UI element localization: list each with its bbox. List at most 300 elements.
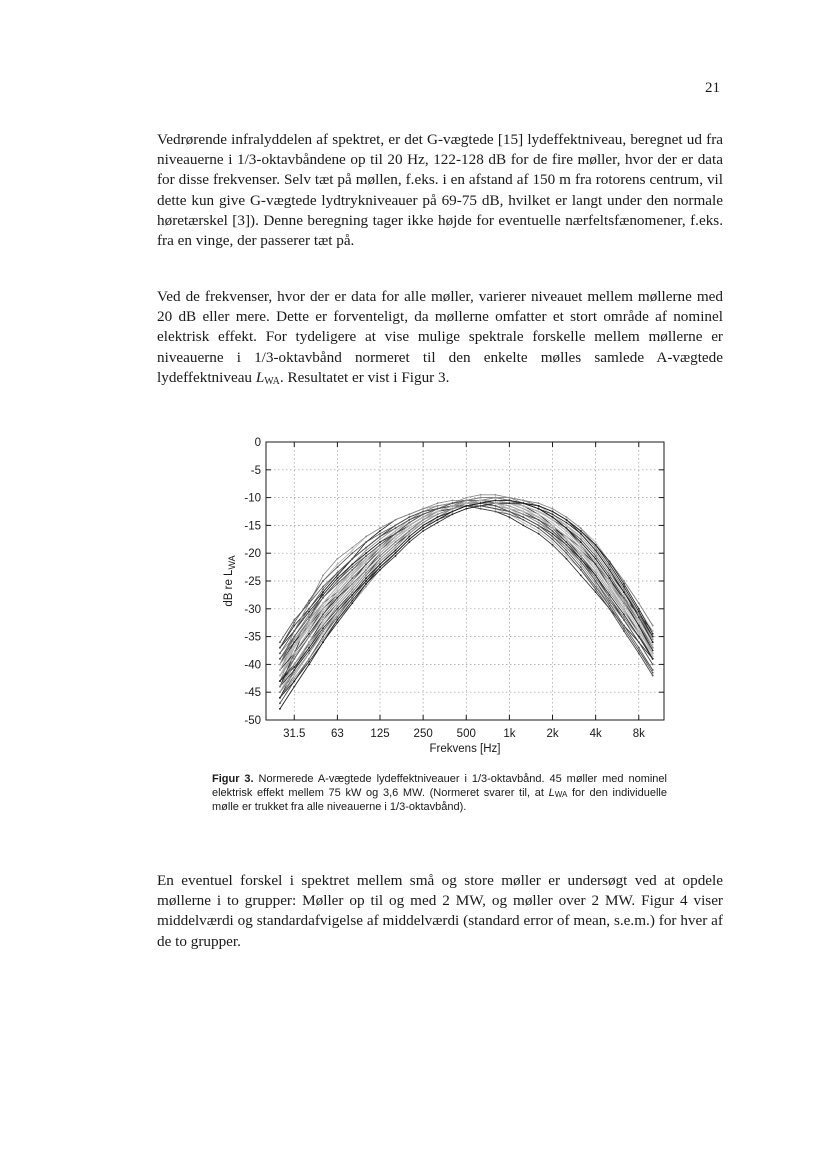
data-point xyxy=(623,588,625,590)
data-point xyxy=(279,686,281,688)
data-point xyxy=(480,500,482,502)
paragraph-text: . Resultatet er vist i Figur 3. xyxy=(279,368,450,386)
data-point xyxy=(308,619,310,621)
data-point xyxy=(337,616,339,618)
data-point xyxy=(322,625,324,627)
data-point xyxy=(308,658,310,660)
data-point xyxy=(351,586,353,588)
data-point xyxy=(293,619,295,621)
series-line xyxy=(280,503,653,675)
data-point xyxy=(552,530,554,532)
data-point xyxy=(293,639,295,641)
data-point xyxy=(623,586,625,588)
data-point xyxy=(638,652,640,654)
data-point xyxy=(580,566,582,568)
data-point xyxy=(293,672,295,674)
data-point xyxy=(395,552,397,554)
data-point xyxy=(308,644,310,646)
data-point xyxy=(609,602,611,604)
data-point xyxy=(422,522,424,524)
data-point xyxy=(652,633,654,635)
data-point xyxy=(595,575,597,577)
data-point xyxy=(595,541,597,543)
data-point xyxy=(293,675,295,677)
data-point xyxy=(293,680,295,682)
data-point xyxy=(580,575,582,577)
data-point xyxy=(422,516,424,518)
data-point xyxy=(293,647,295,649)
data-point xyxy=(322,636,324,638)
data-point xyxy=(522,511,524,513)
data-point xyxy=(522,502,524,504)
y-tick-label: -10 xyxy=(244,492,261,505)
data-point xyxy=(595,550,597,552)
data-point xyxy=(480,494,482,496)
data-point xyxy=(351,588,353,590)
data-point xyxy=(351,547,353,549)
data-point xyxy=(322,597,324,599)
data-point xyxy=(337,566,339,568)
data-point xyxy=(652,675,654,677)
data-point xyxy=(638,636,640,638)
data-point xyxy=(638,614,640,616)
data-point xyxy=(379,530,381,532)
y-tick-label: -5 xyxy=(250,464,261,477)
x-tick-label: 2k xyxy=(546,728,559,740)
data-point xyxy=(322,633,324,635)
data-point xyxy=(552,508,554,510)
data-point xyxy=(638,608,640,610)
data-point xyxy=(538,502,540,504)
data-point xyxy=(279,652,281,654)
data-point xyxy=(308,661,310,663)
data-point xyxy=(495,508,497,510)
data-point xyxy=(308,600,310,602)
data-point xyxy=(308,608,310,610)
data-point xyxy=(552,525,554,527)
data-point xyxy=(337,622,339,624)
data-point xyxy=(322,619,324,621)
data-point xyxy=(495,511,497,513)
data-point xyxy=(522,516,524,518)
data-point xyxy=(552,516,554,518)
data-point xyxy=(609,566,611,568)
caption-label: Figur 3. xyxy=(212,773,254,785)
data-point xyxy=(322,591,324,593)
data-point xyxy=(379,533,381,535)
data-point xyxy=(552,541,554,543)
data-point xyxy=(609,569,611,571)
paragraph-groups: En eventuel forskel i spektret mellem små og store møller er undersøgt ved at opdele møllerne i to grupper: Møller op til og med 2 MW, og møller over 2 MW. Figur 4 viser middelværdi og standardafvigelse af middelværdi (standard error of mean, s.e.m.) for hver af de to grupper. xyxy=(157,872,723,950)
data-point xyxy=(408,541,410,543)
data-point xyxy=(365,569,367,571)
data-point xyxy=(308,630,310,632)
grid-layer xyxy=(266,442,664,720)
data-point xyxy=(595,547,597,549)
data-point xyxy=(337,594,339,596)
data-point xyxy=(293,677,295,679)
data-point xyxy=(351,580,353,582)
data-point xyxy=(351,591,353,593)
data-point xyxy=(580,527,582,529)
caption-lwa-symbol: L xyxy=(548,786,555,799)
data-point xyxy=(595,561,597,563)
data-point xyxy=(538,525,540,527)
data-point xyxy=(595,563,597,565)
data-point xyxy=(552,513,554,515)
data-point xyxy=(379,541,381,543)
data-point xyxy=(509,505,511,507)
data-point xyxy=(623,605,625,607)
data-point xyxy=(408,527,410,529)
data-point xyxy=(552,527,554,529)
data-point xyxy=(379,566,381,568)
data-point xyxy=(322,580,324,582)
data-point xyxy=(623,627,625,629)
data-point xyxy=(609,563,611,565)
data-point xyxy=(437,513,439,515)
data-point xyxy=(365,563,367,565)
data-point xyxy=(408,533,410,535)
data-point xyxy=(638,630,640,632)
data-point xyxy=(293,622,295,624)
data-point xyxy=(308,650,310,652)
data-point xyxy=(293,664,295,666)
data-point xyxy=(337,572,339,574)
data-point xyxy=(623,608,625,610)
data-point xyxy=(293,652,295,654)
x-tick-label: 31.5 xyxy=(283,728,306,740)
y-tick-label: -45 xyxy=(244,687,261,700)
data-point xyxy=(322,641,324,643)
data-point xyxy=(351,597,353,599)
data-point xyxy=(580,533,582,535)
data-point xyxy=(566,530,568,532)
data-point xyxy=(395,527,397,529)
data-point xyxy=(308,611,310,613)
data-point xyxy=(509,502,511,504)
data-point xyxy=(437,522,439,524)
y-axis-label: dB re $L_{WA}$ xyxy=(223,555,237,607)
data-point xyxy=(365,536,367,538)
paragraph-infrasound: Vedrørende infralyddelen af spektret, er det G-vægtede [15] lydeffektniveau, beregnet ud fra niveauerne i 1/3-oktavbåndene op til 20 Hz, 122-128 dB for de fire møller, hvor der er data for disse frekvenser. Selv tæt på møllen, f.eks. i en afstand af 150 m fra rotorens centrum, vil dette kun give G-vægtede lydtrykniveauer på 69-75 dB, hvilket er langt under den normale høretærskel [3]). Denne beregning tager ikke højde for eventuelle nærfeltsfænomener, f.eks. fra en vinge, der passerer tæt på. xyxy=(157,131,723,250)
data-point xyxy=(422,513,424,515)
data-point xyxy=(337,591,339,593)
data-point xyxy=(495,497,497,499)
data-point xyxy=(293,644,295,646)
y-tick-label: -25 xyxy=(244,576,261,588)
data-point xyxy=(522,513,524,515)
data-point xyxy=(365,575,367,577)
data-point xyxy=(623,619,625,621)
data-point xyxy=(522,525,524,527)
data-point xyxy=(652,650,654,652)
data-point xyxy=(351,583,353,585)
data-point xyxy=(351,569,353,571)
data-point xyxy=(638,611,640,613)
data-point xyxy=(623,630,625,632)
data-point xyxy=(351,558,353,560)
data-point xyxy=(580,552,582,554)
data-point xyxy=(609,580,611,582)
data-point xyxy=(422,508,424,510)
data-point xyxy=(652,636,654,638)
data-point xyxy=(379,538,381,540)
data-point xyxy=(595,544,597,546)
data-point xyxy=(365,550,367,552)
data-point xyxy=(351,552,353,554)
data-point xyxy=(351,575,353,577)
data-point xyxy=(652,664,654,666)
x-tick-label: 1k xyxy=(503,728,516,740)
data-point xyxy=(452,511,454,513)
data-point xyxy=(437,519,439,521)
data-point xyxy=(395,544,397,546)
data-point xyxy=(595,566,597,568)
x-tick-label: 4k xyxy=(589,728,602,740)
data-point xyxy=(379,558,381,560)
page-number: 21 xyxy=(705,80,720,96)
data-point xyxy=(293,655,295,657)
data-point xyxy=(308,627,310,629)
data-point xyxy=(595,588,597,590)
data-point xyxy=(566,538,568,540)
data-point xyxy=(422,525,424,527)
data-point xyxy=(552,538,554,540)
data-point xyxy=(623,600,625,602)
y-tick-label: -30 xyxy=(244,603,261,616)
data-point xyxy=(351,594,353,596)
data-point xyxy=(609,600,611,602)
data-point xyxy=(566,536,568,538)
data-point xyxy=(595,580,597,582)
data-point xyxy=(652,625,654,627)
data-point xyxy=(395,547,397,549)
data-point xyxy=(337,577,339,579)
data-point xyxy=(308,622,310,624)
data-point xyxy=(351,550,353,552)
data-point xyxy=(422,519,424,521)
data-point xyxy=(638,625,640,627)
data-point xyxy=(379,563,381,565)
data-point xyxy=(422,511,424,513)
data-point xyxy=(522,500,524,502)
data-point xyxy=(322,639,324,641)
data-point xyxy=(337,580,339,582)
data-point xyxy=(566,527,568,529)
data-point xyxy=(337,605,339,607)
data-point xyxy=(395,525,397,527)
data-point xyxy=(638,602,640,604)
data-point xyxy=(293,636,295,638)
data-point xyxy=(652,641,654,643)
data-point xyxy=(609,608,611,610)
data-point xyxy=(538,519,540,521)
data-point xyxy=(652,644,654,646)
data-point xyxy=(308,641,310,643)
data-point xyxy=(638,627,640,629)
data-point xyxy=(395,541,397,543)
data-point xyxy=(609,572,611,574)
data-point xyxy=(595,558,597,560)
data-point xyxy=(538,527,540,529)
data-point xyxy=(465,508,467,510)
data-point xyxy=(609,586,611,588)
data-point xyxy=(638,622,640,624)
spectrum-chart xyxy=(200,432,670,762)
data-point xyxy=(322,588,324,590)
data-point xyxy=(595,569,597,571)
series-line xyxy=(280,503,653,675)
data-point xyxy=(595,572,597,574)
data-point xyxy=(422,530,424,532)
data-point xyxy=(322,594,324,596)
data-point xyxy=(337,583,339,585)
caption-text: Normerede A-vægtede lydeffektniveauer i 1/3-oktavbånd. 45 møller med nominel elektrisk effekt mellem 75 kW og 3,6 MW. (Normeret svarer til, at xyxy=(212,773,667,799)
data-point xyxy=(538,533,540,535)
data-point xyxy=(465,505,467,507)
data-point xyxy=(279,669,281,671)
data-point xyxy=(351,602,353,604)
data-point xyxy=(322,611,324,613)
data-point xyxy=(609,561,611,563)
data-point xyxy=(623,614,625,616)
data-point xyxy=(580,530,582,532)
data-point xyxy=(322,605,324,607)
data-point xyxy=(365,541,367,543)
data-point xyxy=(652,639,654,641)
data-point xyxy=(322,616,324,618)
data-point xyxy=(379,527,381,529)
data-point xyxy=(408,522,410,524)
data-point xyxy=(308,664,310,666)
data-point xyxy=(279,658,281,660)
data-point xyxy=(437,516,439,518)
data-point xyxy=(580,536,582,538)
data-point xyxy=(538,522,540,524)
data-point xyxy=(452,505,454,507)
data-point xyxy=(638,633,640,635)
data-point xyxy=(408,538,410,540)
paragraph-normalization xyxy=(157,287,723,392)
data-point xyxy=(279,680,281,682)
data-point xyxy=(365,577,367,579)
data-point xyxy=(351,566,353,568)
data-point xyxy=(452,500,454,502)
data-point xyxy=(638,650,640,652)
data-point xyxy=(279,675,281,677)
data-point xyxy=(395,530,397,532)
data-point xyxy=(552,536,554,538)
data-point xyxy=(308,636,310,638)
data-point xyxy=(552,519,554,521)
data-point xyxy=(351,577,353,579)
data-point xyxy=(638,641,640,643)
data-point xyxy=(408,530,410,532)
data-point xyxy=(408,536,410,538)
data-point xyxy=(293,666,295,668)
data-point xyxy=(566,525,568,527)
data-point xyxy=(566,516,568,518)
data-point xyxy=(308,625,310,627)
data-point xyxy=(609,575,611,577)
data-point xyxy=(365,566,367,568)
caption-text: for den individuelle mølle er trukket fra alle niveauerne i 1/3-oktavbånd). xyxy=(212,786,667,814)
data-point xyxy=(279,641,281,643)
data-point xyxy=(351,600,353,602)
data-point xyxy=(365,558,367,560)
data-point xyxy=(609,583,611,585)
data-point xyxy=(638,616,640,618)
data-point xyxy=(480,502,482,504)
data-point xyxy=(408,516,410,518)
data-point xyxy=(337,608,339,610)
data-point xyxy=(322,630,324,632)
data-point xyxy=(609,605,611,607)
data-point xyxy=(580,538,582,540)
data-point xyxy=(580,555,582,557)
data-point xyxy=(580,550,582,552)
data-point xyxy=(638,647,640,649)
data-point xyxy=(509,516,511,518)
data-point xyxy=(279,691,281,693)
data-point xyxy=(538,516,540,518)
data-point xyxy=(580,541,582,543)
data-point xyxy=(595,583,597,585)
data-point xyxy=(337,597,339,599)
data-point xyxy=(337,611,339,613)
data-point xyxy=(566,541,568,543)
data-point xyxy=(408,513,410,515)
data-point xyxy=(395,536,397,538)
data-point xyxy=(379,552,381,554)
data-point xyxy=(509,513,511,515)
data-point xyxy=(408,525,410,527)
data-point xyxy=(652,655,654,657)
data-point xyxy=(552,522,554,524)
data-point xyxy=(337,602,339,604)
data-point xyxy=(552,511,554,513)
data-point xyxy=(337,558,339,560)
data-point xyxy=(452,508,454,510)
data-point xyxy=(337,563,339,565)
data-point xyxy=(623,594,625,596)
data-point xyxy=(566,558,568,560)
data-point xyxy=(293,669,295,671)
plot-frame xyxy=(266,442,664,720)
data-point xyxy=(595,586,597,588)
x-tick-label: 125 xyxy=(370,728,390,740)
data-point xyxy=(395,519,397,521)
data-point xyxy=(495,494,497,496)
data-point xyxy=(522,505,524,507)
data-point xyxy=(379,561,381,563)
data-point xyxy=(509,497,511,499)
data-point xyxy=(609,597,611,599)
data-point xyxy=(379,536,381,538)
data-point xyxy=(293,686,295,688)
data-point xyxy=(308,652,310,654)
data-point xyxy=(566,550,568,552)
y-tick-label: -20 xyxy=(244,548,261,561)
data-point xyxy=(566,544,568,546)
data-point xyxy=(465,497,467,499)
data-point xyxy=(652,658,654,660)
data-point xyxy=(552,533,554,535)
data-point xyxy=(480,508,482,510)
data-point xyxy=(465,500,467,502)
data-point xyxy=(623,580,625,582)
